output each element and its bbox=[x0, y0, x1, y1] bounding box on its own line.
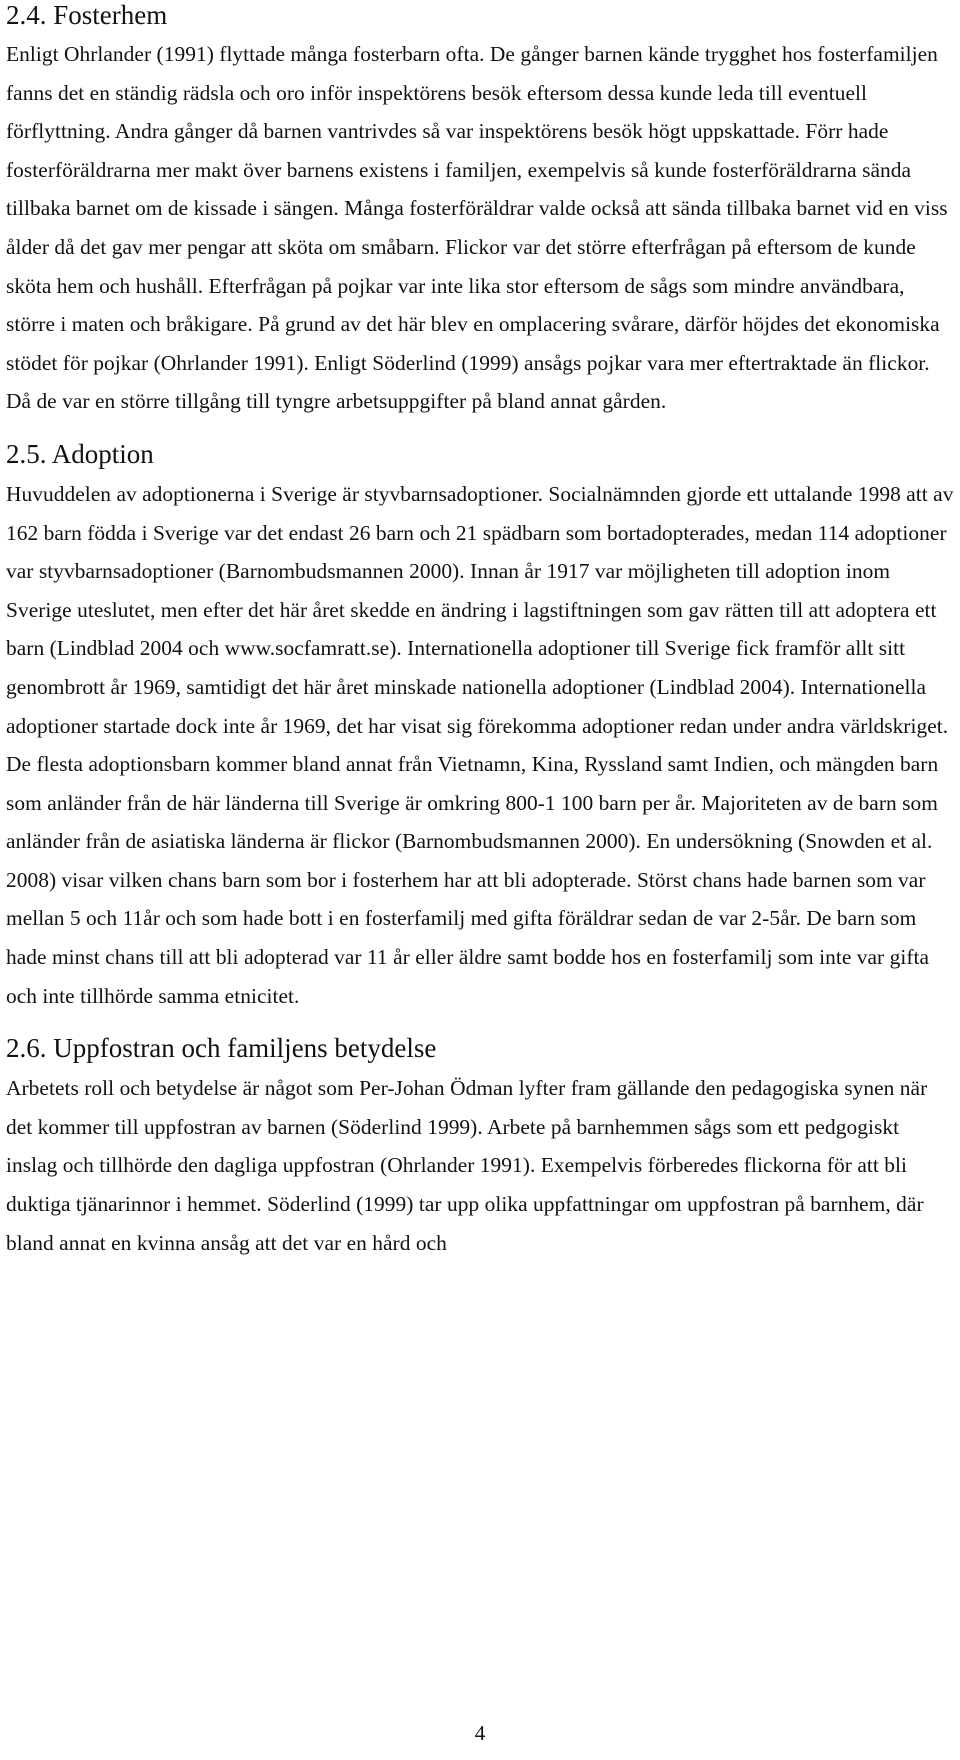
paragraph-fosterhem: Enligt Ohrlander (1991) flyttade många fosterbarn ofta. De gånger barnen kände trygghet hos fosterfamiljen fanns det en ständig rädsla och oro inför inspektörens besök eftersom dessa kunde leda till eventuell förflyttning. Andra gånger då barnen vantrivdes så var inspektörens besök högt uppskattade. Förr hade fosterföräldrarna mer makt över barnens existens i familjen, exempelvis så kunde fosterföräldrarna sända tillbaka barnet om de kissade i sängen. Många fosterföräldrar valde också att sända tillbaka barnet vid en viss ålder då det gav mer pengar att sköta om småbarn. Flickor var det större efterfrågan på eftersom de kunde sköta hem och hushåll. Efterfrågan på pojkar var inte lika stor eftersom de sågs som mindre användbara, större i maten och bråkigare. På grund av det här blev en omplacering svårare, därför höjdes det ekonomiska stödet för pojkar (Ohrlander 1991). Enligt Söderlind (1999) ansågs pojkar vara mer eftertraktade än flickor. Då de var en större tillgång till tyngre arbetsuppgifter på bland annat gården. bbox=[6, 42, 948, 414]
section-heading-adoption: 2.5. Adoption bbox=[6, 438, 154, 469]
paragraph-uppfostran: Arbetets roll och betydelse är något som Per-Johan Ödman lyfter fram gällande den pedagogiska synen när det kommer till uppfostran av barnen (Söderlind 1999). Arbete på barnhemmen sågs som ett pedgogiskt inslag och tillhörde den dagliga uppfostran (Ohrlander 1991). Exempelvis förberedes flickorna för att bli duktiga tjänarinnor i hemmet. Söderlind (1999) tar upp olika uppfattningar om uppfostran på barnhem, där bland annat en kvinna ansåg att det var en hård och bbox=[6, 1076, 928, 1255]
document-page bbox=[6, 0, 954, 1262]
section-heading-fosterhem: 2.4. Fosterhem bbox=[6, 0, 168, 30]
section-heading-uppfostran: 2.6. Uppfostran och familjens betydelse bbox=[6, 1033, 437, 1064]
paragraph-adoption: Huvuddelen av adoptionerna i Sverige är styvbarnsadoptioner. Socialnämnden gjorde ett uttalande 1998 att av 162 barn födda i Sverige var det endast 26 barn och 21 spädbarn som bortadopterades, medan 114 adoptioner var styvbarnsadoptioner (Barnombudsmannen 2000). Innan år 1917 var möjligheten till adoption inom Sverige uteslutet, men efter det här året skedde en ändring i lagstiftningen som gav rätten till att adoptera ett barn (Lindblad 2004 och www.socfamratt.se). Internationella adoptioner till Sverige fick framför allt sitt genombrott år 1969, samtidigt det här året minskade nationella adoptioner (Lindblad 2004). Internationella adoptioner startade dock inte år 1969, det har visat sig förekomma adoptioner redan under andra världskriget. De flesta adoptionsbarn kommer bland annat från Vietnamn, Kina, Ryssland samt Indien, och mängden barn som anländer från de här länderna till Sverige är omkring 800-1 100 barn per år. Majoriteten av de barn som anländer från de asiatiska länderna är flickor (Barnombudsmannen 2000). En undersökning (Snowden et al. 2008) visar vilken chans barn som bor i fosterhem har att bli adopterade. Störst chans hade barnen som var mellan 5 och 11år och som hade bott i en fosterfamilj med gifta föräldrar sedan de var 2-5år. De barn som hade minst chans till att bli adopterad var 11 år eller äldre samt bodde hos en fosterfamilj som inte var gifta och inte tillhörde samma etnicitet. bbox=[6, 481, 954, 1008]
page-number: 4 bbox=[474, 1721, 486, 1745]
